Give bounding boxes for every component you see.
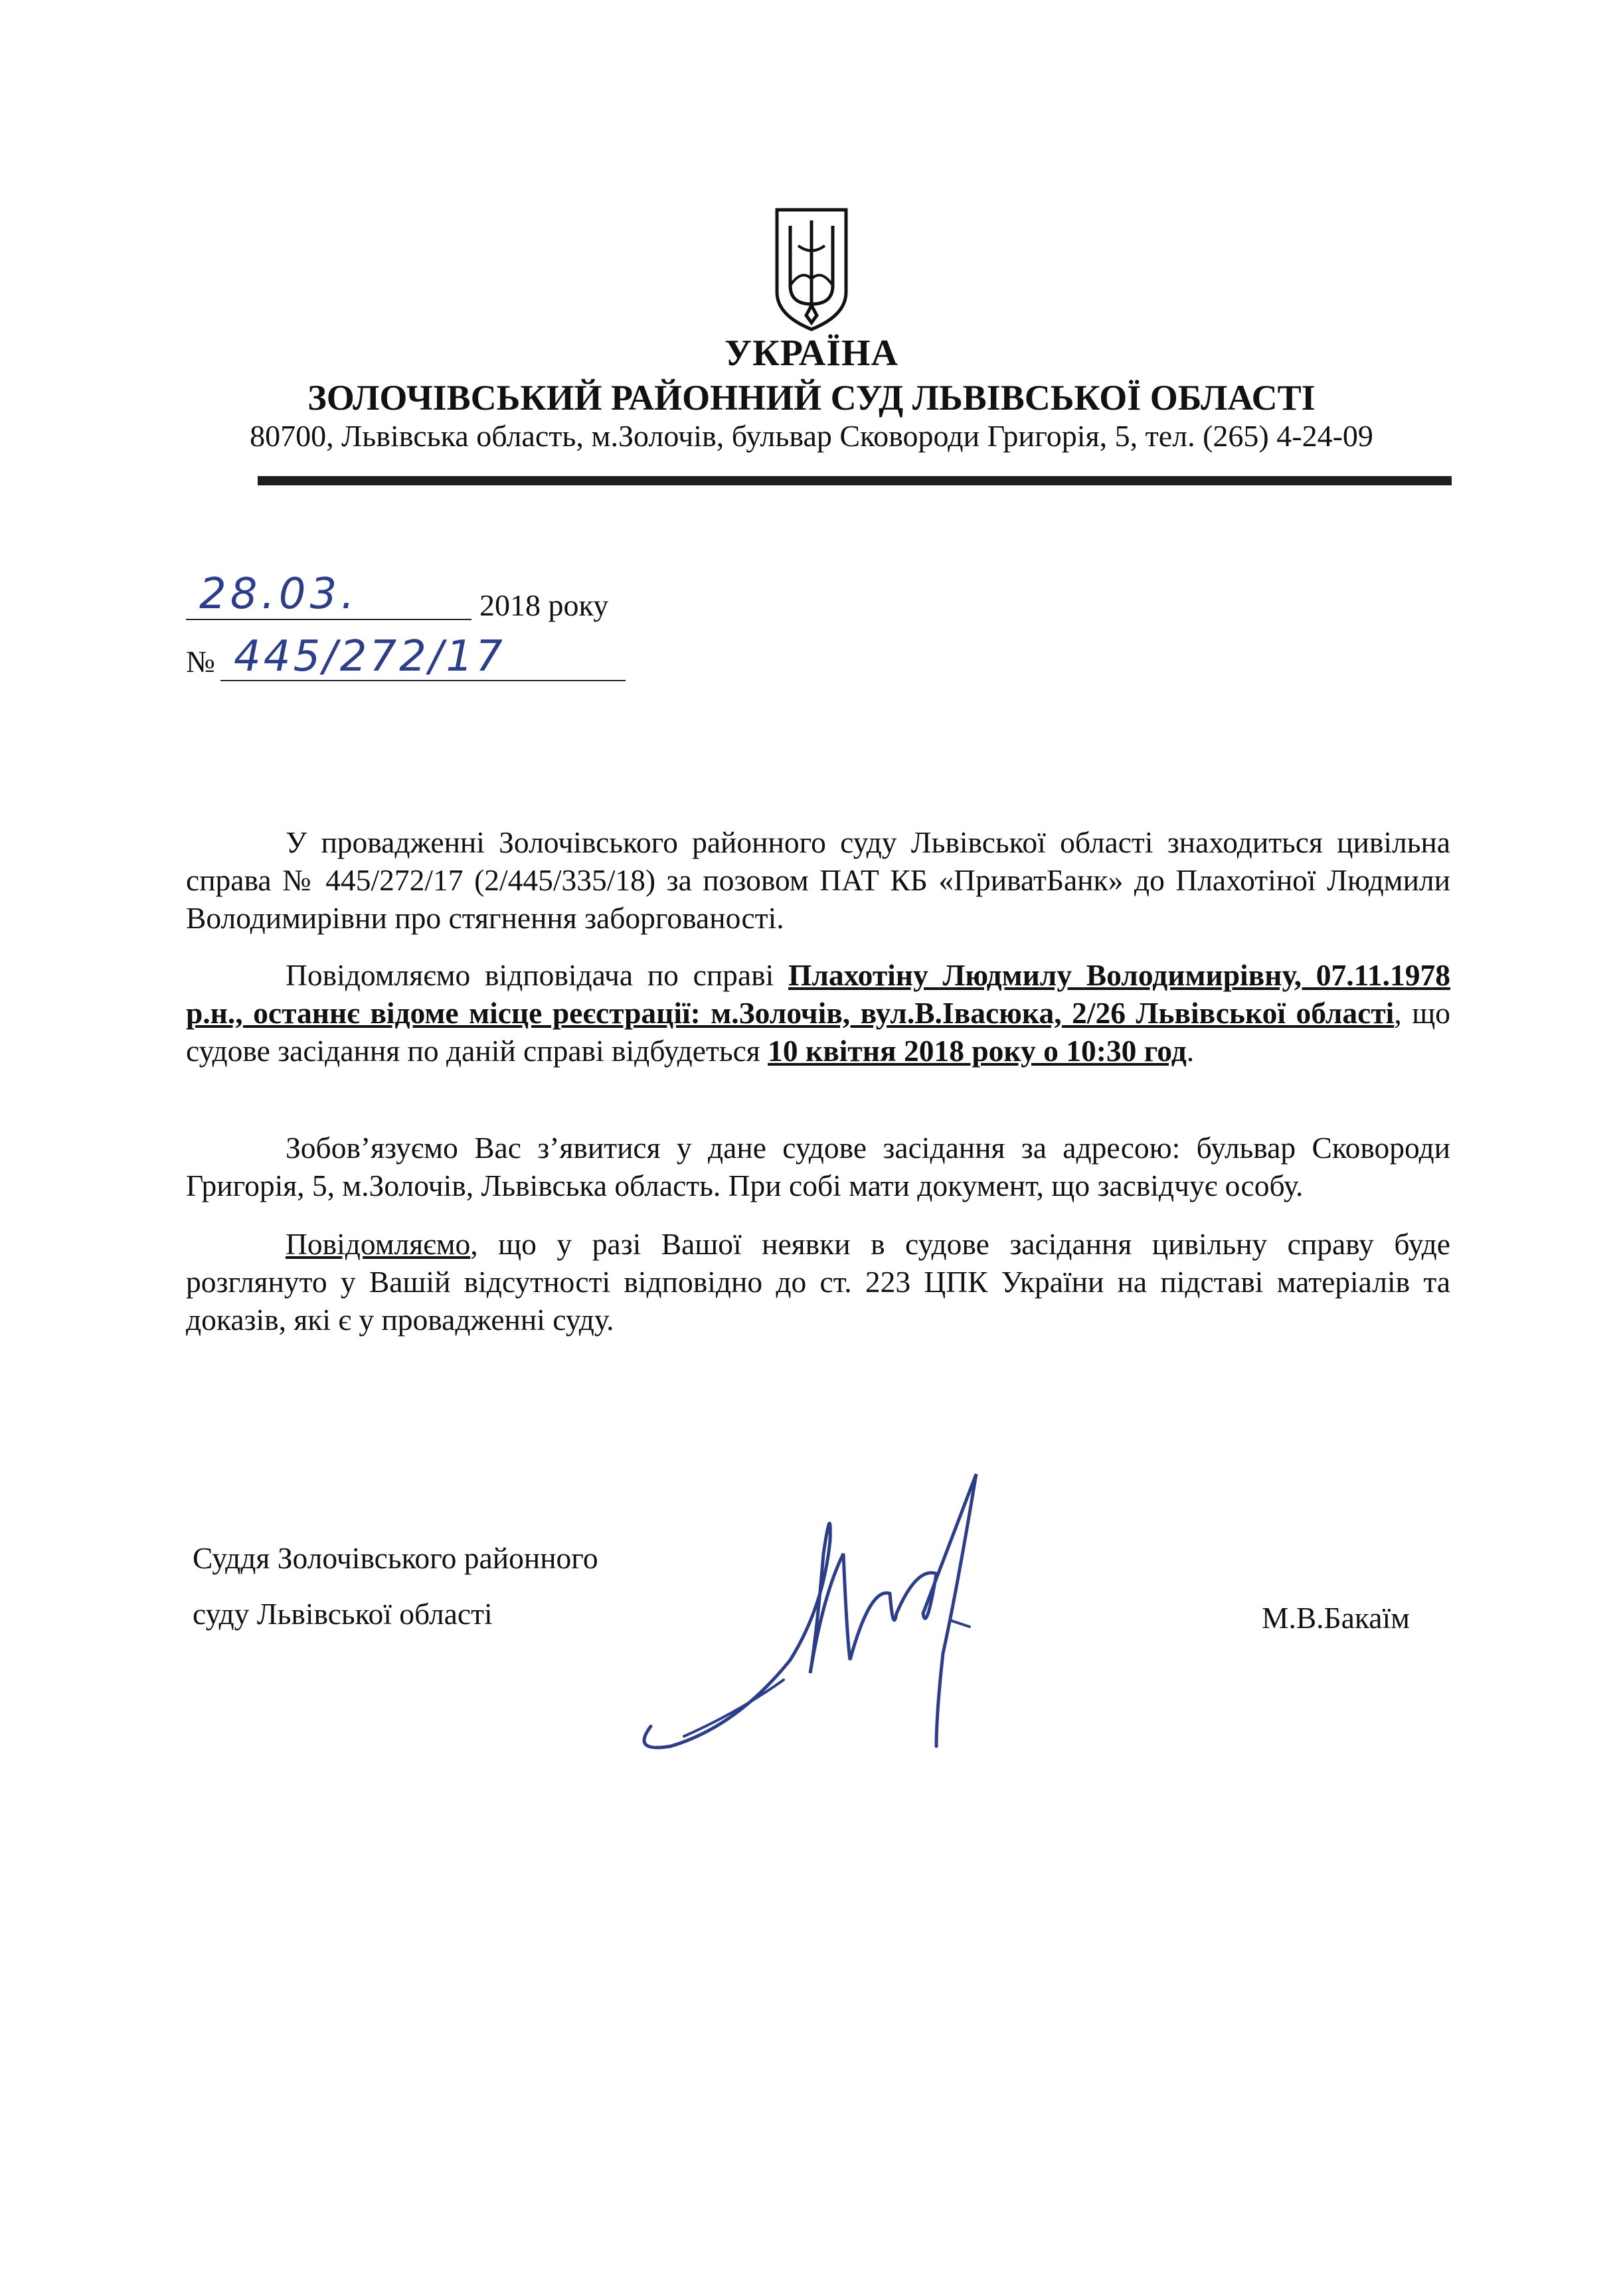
- handwritten-signature: [624, 1461, 1049, 1766]
- handwritten-number: 445/272/17: [234, 632, 505, 681]
- number-label: №: [186, 645, 215, 679]
- paragraph-obligation: Зобов’язуємо Вас з’явитися у дане судове засідання за адресою: бульвар Сковороди Григорія, 5, м.Золочів, Львівська область. При собі мати документ, що засвідчує особу.: [186, 1131, 1450, 1202]
- judge-title-line2: суду Львівської області: [193, 1597, 493, 1631]
- header-address: 80700, Львівська область, м.Золочів, бульвар Сковороди Григорія, 5, тел. (265) 4-24-09: [250, 419, 1373, 453]
- header-divider: [258, 476, 1452, 485]
- paragraph-warning: [186, 1225, 1450, 1339]
- judge-name: М.В.Бакаїм: [1262, 1601, 1410, 1635]
- header-country: УКРАЇНА: [725, 333, 898, 374]
- judge-title-line1: Суддя Золочівського районного: [193, 1541, 598, 1575]
- p2-end: .: [1186, 1034, 1195, 1068]
- p4-underlined: Повідомляємо: [286, 1227, 471, 1261]
- p2-middle: , що судове засідання по даній справі відбудеться: [186, 996, 1450, 1068]
- p2-intro: Повідомляємо відповідача по справі: [286, 958, 788, 992]
- p4-rest: , що у разі Вашої неявки в судове засідання цивільну справу буде розглянуто у Вашій відсутності відповідно до ст. 223 ЦПК України на підставі матеріалів та доказів, які є у провадженні суду.: [186, 1227, 1450, 1337]
- date-year-suffix: 2018 року: [479, 588, 609, 622]
- handwritten-date: 28.03.: [199, 570, 359, 619]
- paragraph-case-info: У провадженні Золочівського районного суду Львівської області знаходиться цивільна справа № 445/272/17 (2/445/335/18) за позовом ПАТ КБ «ПриватБанк» до Плахотіної Людмили Володимирівни про стягнення заборгованості.: [186, 825, 1450, 935]
- paragraph-notification: [186, 956, 1450, 1070]
- hearing-date: 10 квітня 2018 року о 10:30 год: [768, 1034, 1187, 1068]
- defendant-details: Плахотіну Людмилу Володимирівну, 07.11.1978 р.н., останнє відоме місце реєстрації: м.Золочів, вул.В.Івасюка, 2/26 Львівської області: [186, 958, 1450, 1030]
- trident-emblem-icon: [772, 206, 851, 332]
- header-court-name: ЗОЛОЧІВСЬКИЙ РАЙОННИЙ СУД ЛЬВІВСЬКОЇ ОБЛАСТІ: [307, 378, 1316, 418]
